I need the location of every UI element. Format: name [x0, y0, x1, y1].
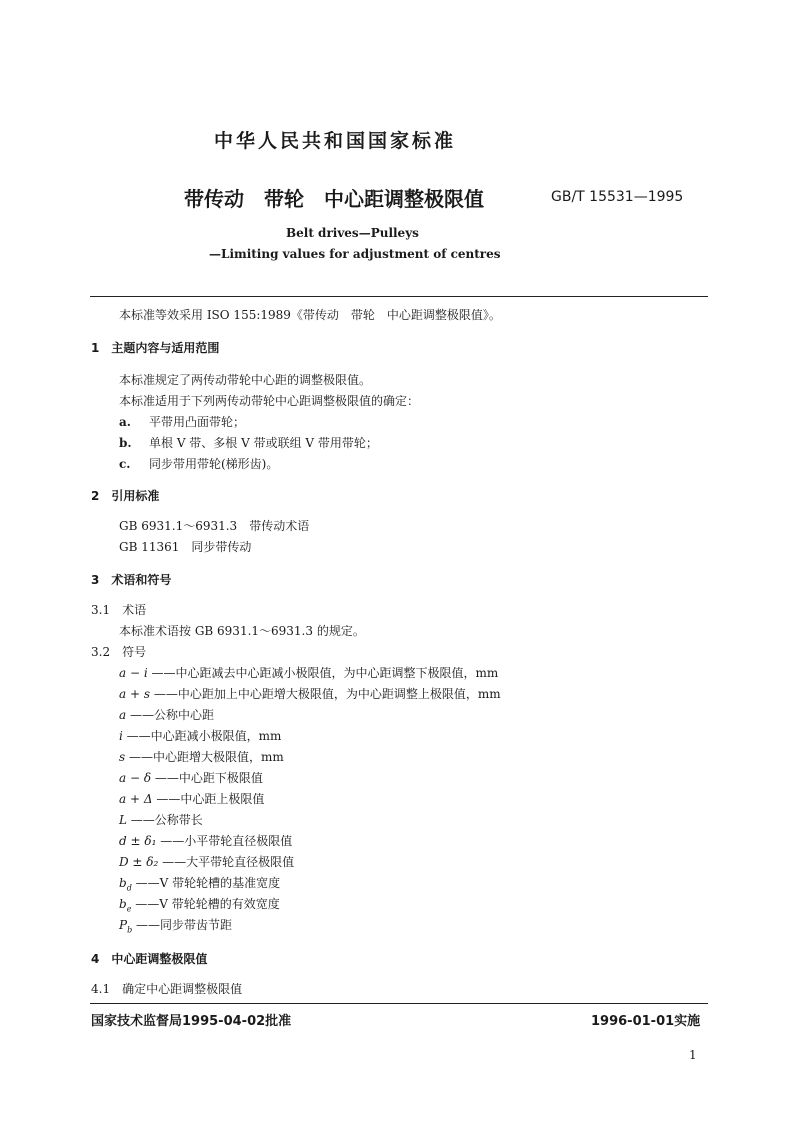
symbol-row [119, 790, 264, 807]
symbol-row [119, 706, 214, 723]
symbol-description: ——同步带齿节距 [136, 918, 233, 932]
symbol: $b_e$ [119, 897, 132, 914]
symbol-row [119, 874, 280, 892]
list-item [119, 413, 245, 430]
symbol: L [119, 813, 127, 827]
english-title-line2: —Limiting values for adjustment of centres [209, 247, 501, 261]
symbol: d ± δ₁ [119, 834, 157, 848]
section-1-para1: 本标准规定了两传动带轮中心距的调整极限值。 [119, 373, 372, 387]
symbol: i [119, 729, 123, 743]
symbol-description: ——V 带轮轮槽的基准宽度 [135, 876, 281, 890]
symbol: a [119, 708, 127, 722]
symbol-subscript: d [126, 883, 132, 893]
list-item [119, 455, 278, 472]
symbol: a + Δ [119, 792, 153, 806]
national-standard-title: 中华人民共和国国家标准 [214, 130, 457, 152]
list-item-label: c. [119, 457, 131, 471]
symbol: a + s [119, 687, 150, 701]
section-4-heading: 4 中心距调整极限值 [91, 952, 208, 966]
page-number: 1 [689, 1048, 697, 1062]
symbol-row [119, 748, 284, 765]
intro-text: 本标准等效采用 ISO 155:1989《带传动 带轮 中心距调整极限值》。 [119, 308, 501, 322]
symbol-row [119, 769, 263, 786]
symbol-description: ——中心距上极限值 [156, 792, 265, 806]
list-item-label: b. [119, 436, 132, 450]
symbol-row [119, 811, 203, 828]
symbol-description: ——小平带轮直径极限值 [160, 834, 293, 848]
section-4-1-heading: 4.1 确定中心距调整极限值 [91, 982, 243, 996]
symbol-description: ——中心距下极限值 [154, 771, 263, 785]
symbol: a − i [119, 666, 148, 680]
reference-item: GB 11361 同步带传动 [119, 540, 252, 554]
symbol-row [119, 727, 281, 744]
effective-date: 1996-01-01实施 [591, 1014, 701, 1029]
symbol-description: ——公称中心距 [129, 708, 214, 722]
reference-item: GB 6931.1～6931.3 带传动术语 [119, 519, 310, 533]
symbol: a − δ [119, 771, 152, 785]
symbol-row [119, 664, 498, 681]
symbol-description: ——公称带长 [130, 813, 203, 827]
symbol: D ± δ₂ [119, 855, 159, 869]
standard-number: GB/T 15531—1995 [551, 189, 684, 205]
section-3-1-heading: 3.1 术语 [91, 603, 147, 617]
symbol-description: ——中心距减小极限值，mm [126, 729, 282, 743]
symbol-row [119, 916, 232, 934]
symbol-row [119, 832, 292, 849]
english-title-line1: Belt drives—Pulleys [286, 226, 419, 240]
list-item-text: 单根 V 带、多根 V 带或联组 V 带用带轮； [149, 436, 378, 450]
symbol-row [119, 895, 280, 913]
list-item-text: 同步带用带轮(梯形齿)。 [149, 457, 279, 471]
header-divider [90, 296, 708, 297]
symbol-row [119, 685, 501, 702]
section-1-para2: 本标准适用于下列两传动带轮中心距调整极限值的确定： [119, 394, 420, 408]
footer-divider [90, 1003, 708, 1004]
standard-title: 带传动 带轮 中心距调整极限值 [184, 187, 484, 211]
section-1-heading: 1 主题内容与适用范围 [91, 341, 220, 355]
symbol: $b_d$ [119, 876, 132, 893]
symbol: $P_b$ [119, 918, 133, 935]
symbol: s [119, 750, 126, 764]
section-3-heading: 3 术语和符号 [91, 573, 172, 587]
symbol-description: ——大平带轮直径极限值 [162, 855, 295, 869]
list-item [119, 434, 378, 451]
section-2-heading: 2 引用标准 [91, 489, 160, 503]
list-item-label: a. [119, 415, 131, 429]
list-item-text: 平带用凸面带轮； [149, 415, 246, 429]
symbol-description: ——V 带轮轮槽的有效宽度 [135, 897, 280, 911]
symbol-description: ——中心距加上中心距增大极限值，为中心距调整上极限值，mm [153, 687, 501, 701]
symbol-row [119, 853, 294, 870]
section-3-2-heading: 3.2 符号 [91, 645, 147, 659]
section-3-1-text: 本标准术语按 GB 6931.1～6931.3 的规定。 [119, 624, 365, 638]
symbol-subscript: b [127, 925, 133, 935]
symbol-subscript: e [126, 904, 132, 914]
symbol-description: ——中心距减去中心距减小极限值，为中心距调整下极限值，mm [151, 666, 499, 680]
approval-note: 国家技术监督局1995-04-02批准 [91, 1014, 292, 1029]
symbol-description: ——中心距增大极限值，mm [129, 750, 284, 764]
